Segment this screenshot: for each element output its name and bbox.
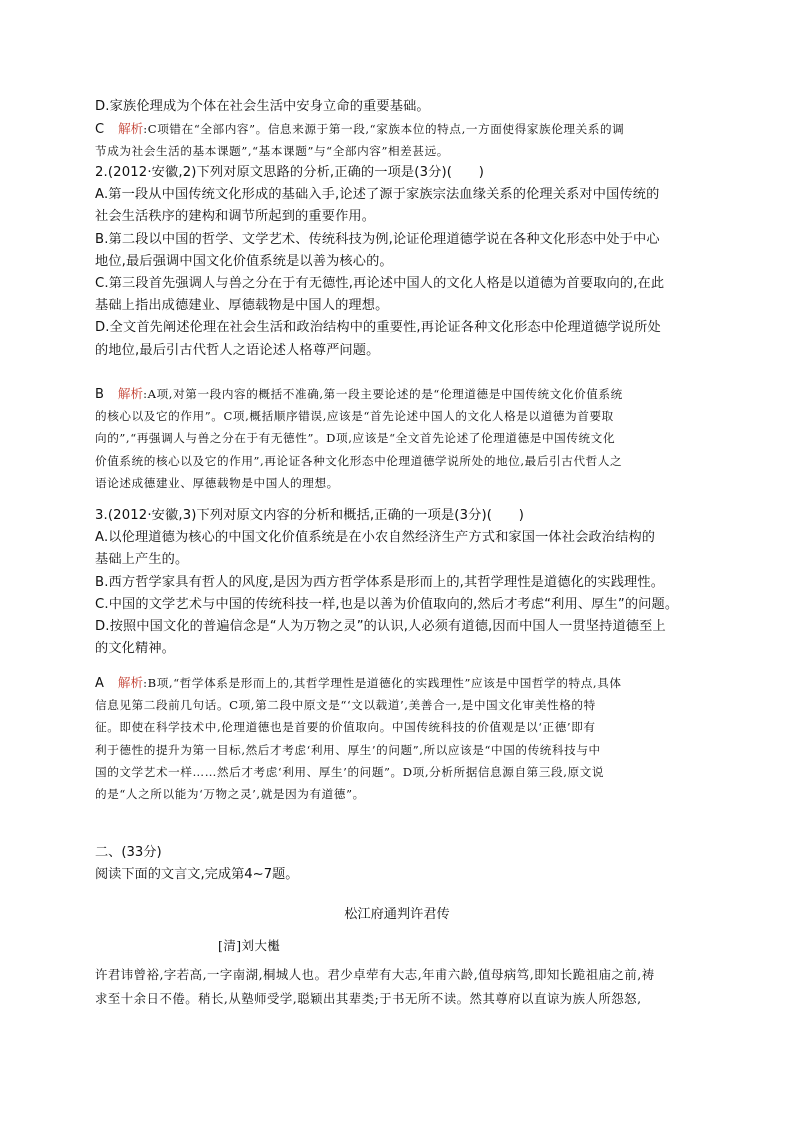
question-3 [95,505,703,660]
answer-3-line: 国的文学艺术一样……然后才考虑‘利用、厚生’的问题”。D项,分析所据信息源自第三段,原文说 [95,764,605,779]
answer-1 [95,118,703,140]
answer-3-first-line [95,672,703,694]
answer-3-letter: A [95,676,104,691]
answer-1-letter: C [95,122,105,138]
q2-stem: 2.(2012·安徽,2)下列对原文思路的分析,正确的一项是(3分)( ) [95,165,485,180]
answer-1-tag: 解析 [118,121,144,137]
q3-option-line: A.以伦理道德为核心的中国文化价值系统是在小农自然经济生产方式和家国一体社会政治结构的 [95,530,656,546]
answer-2-first-line [95,383,703,405]
q3-option-line: B.西方哲学家具有哲人的风度,是因为西方哲学体系是形而上的,其哲学理性是道德化的实践理性。 [95,574,665,590]
q1-option-d: D.家族伦理成为个体在社会生活中安身立命的重要基础。 [95,99,430,114]
q2-option-line: 社会生活秩序的建构和调节所起到的重要作用。 [95,209,376,225]
q3-stem: 3.(2012·安徽,3)下列对原文内容的分析和概括,正确的一项是(3分)( ) [95,508,525,523]
answer-3-line1: :B项,“哲学体系是形而上的,其哲学理性是道德化的实践理性”应该是中国哲学的特点,具体 [143,676,622,690]
section-2-instruction: 阅读下面的文言文,完成第4~7题。 [95,867,299,882]
question-1-tail [95,96,703,163]
answer-3-line: 征。即使在科学技术中,伦理道德也是首要的价值取向。中国传统科技的价值观是以‘正德’即有 [95,720,596,735]
passage-line: 许君讳曾裕,字若高,一字南湖,桐城人也。君少卓荦有大志,年甫六龄,值母病笃,即知长跪祖庙之前,祷 [95,967,655,982]
answer-1-line1: :C项错在“全部内容”。信息来源于第一段,“家族本位的特点,一方面使得家族伦理关系的调 [143,122,625,137]
q3-option-line: 的文化精神。 [95,641,176,657]
answer-3 [95,672,703,805]
section-2 [95,842,703,886]
q2-option-line: 的地位,最后引古代哲人之语论述人格尊严问题。 [95,342,380,358]
answer-2-line: 的核心以及它的作用”。C项,概括顺序错误,应该是“首先论述中国人的文化人格是以道德为首要取 [95,409,614,424]
answer-2-line: 语论述成德建业、厚德载物是中国人的理想。 [95,475,339,490]
q3-option-line: C.中国的文学艺术与中国的传统科技一样,也是以善为价值取向的,然后才考虑“利用、厚生”的问题。 [95,596,679,612]
q2-option-line: A.第一段从中国传统文化形成的基础入手,论述了源于家族宗法血缘关系的伦理关系对中国传统的 [95,187,660,203]
q2-option-line: 基础上指出成德建业、厚德载物是中国人的理想。 [95,298,389,314]
q2-option-line: B.第二段以中国的哲学、文学艺术、传统科技为例,论证伦理道德学说在各种文化形态中处于中心 [95,231,660,247]
answer-1-line2: 节成为社会生活的基本课题”,“基本课题”与“全部内容”相差甚远。 [95,144,449,159]
answer-2-line: 价值系统的核心以及它的作用”,再论证各种文化形态中伦理道德学说所处的地位,最后引古代哲人之 [95,453,623,468]
answer-3-tag: 解析 [117,675,144,690]
q2-option-line: D.全文首先阐述伦理在社会生活和政治结构中的重要性,再论证各种文化形态中伦理道德学说所处 [95,320,661,336]
answer-2-tag: 解析 [117,386,144,401]
answer-2-line: 向的”,“再强调人与兽之分在于有无德性”。D项,应该是“全文首先论述了伦理道德是中国传统文化 [95,431,616,446]
q3-option-line: D.按照中国文化的普遍信念是“人为万物之灵”的认识,人必须有道德,因而中国人一贯坚持道德至上 [95,618,666,634]
passage-line: 求至十余日不倦。稍长,从塾师受学,聪颖出其辈类;于书无所不读。然其尊府以直谅为族人所怨怒, [95,991,642,1006]
question-2 [95,162,703,362]
answer-2-letter: B [95,387,104,402]
q2-option-line: C.第三段首先强调人与兽之分在于有无德性,再论述中国人的文化人格是以道德为首要取向的,在此 [95,275,665,291]
passage-title: 松江府通判许君传 [344,907,450,922]
answer-3-line: 的是“人之所以能为‘万物之灵’,就是因为有道德”。 [95,786,365,801]
passage-author: [清]刘大櫆 [218,938,281,953]
q3-option-line: 基础上产生的。 [95,552,189,568]
section-2-heading: 二、(33分) [95,845,162,860]
answer-3-line: 利于德性的提升为第一目标,然后才考虑‘利用、厚生’的问题”,所以应该是“中国的传统科技与中 [95,742,601,757]
q2-option-line: 地位,最后强调中国文化价值系统是以善为核心的。 [95,253,393,269]
passage-body [95,963,703,1011]
answer-2 [95,383,703,494]
answer-3-line: 信息见第二段前几句话。C项,第二段中原文是“‘文以载道’,美善合一,是中国文化审美性格的特 [95,698,596,713]
answer-2-line1: :A项,对第一段内容的概括不准确,第一段主要论述的是“伦理道德是中国传统文化价值系统 [143,387,623,401]
